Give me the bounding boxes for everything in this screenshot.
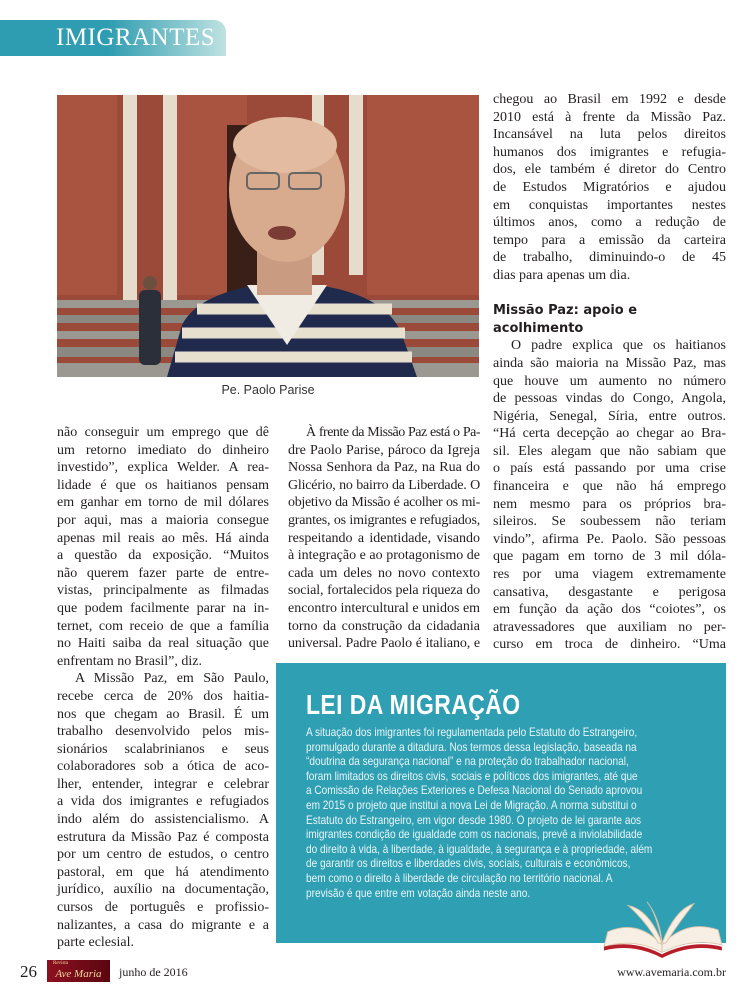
sidebar-line: A situação dos imigrantes foi regulamentada pelo Estatuto do Estrangeiro, (306, 725, 638, 739)
text-line: atravessadores que auxiliam no per- (493, 619, 726, 635)
website-link[interactable]: www.avemaria.com.br (617, 965, 726, 979)
text-line: em função da ação dos “coiotes”, os (493, 602, 726, 618)
text-line: A Missão Paz, em São Paulo, (75, 671, 269, 687)
text-line: objetivo da Missão é acolher os mi- (288, 495, 480, 511)
paragraph (57, 424, 269, 670)
text-line: à integração e ao protagonismo de (288, 548, 480, 564)
sidebar-line: imigrantes condição de igualdade com os nacionais, prevê a inviolabilidade (306, 827, 643, 842)
text-line: À frente da Missão Paz está o Pa- (306, 425, 480, 440)
article-column-2 (288, 424, 480, 653)
sidebar-line: previsão é que entre em votação ainda neste ano. (306, 885, 531, 900)
sidebar-line: foram limitados os direitos civis, sociais e políticos dos imigrantes, até que (306, 768, 638, 783)
text-line: apenas mil reais ao mês. Há ainda (57, 530, 269, 546)
text-line: a questão da exposição. “Muitos (57, 548, 269, 564)
text-line: investido”, explica Welder. A rea- (57, 460, 269, 476)
paragraph (288, 424, 480, 653)
text-line: que podem facilmente parar na in- (57, 600, 269, 616)
sidebar-line: de garantir os direitos e liberdades civis, sociais, culturais e econômicos, (306, 856, 631, 871)
text-line: a vida dos imigrantes e refugiados (57, 794, 269, 810)
subheading (493, 302, 726, 337)
text-line: não querem fazer parte de entre- (57, 565, 269, 581)
text-line: por um centro de estudos, o centro (57, 847, 269, 863)
text-line: respeitando a identidade, visando (288, 530, 480, 546)
text-line: nem mesmo para os próprios bra- (493, 496, 726, 512)
text-line: sileiros. Se soubessem não teriam (493, 514, 726, 530)
sidebar-line: “doutrina da segurança nacional” e na proteção do trabalhador nacional, (306, 754, 629, 769)
text-line: um retorno imediato do dinheiro (57, 442, 269, 458)
text-line: de Estudos Migratórios e ajudou (493, 179, 726, 195)
text-line: últimos anos, como a redução de (493, 215, 726, 231)
text-line: não conseguir um emprego que dê (57, 425, 269, 440)
text-line: o país está passando por uma crise (493, 461, 726, 477)
text-line: em ganhar em torno de mil dólares (57, 495, 269, 511)
text-line: pastoral, em que há atendimento (57, 864, 269, 880)
text-line: universal. Padre Paolo é italiano, e (288, 636, 480, 652)
text-line: dos, ele também é diretor do Centro (493, 162, 726, 178)
text-line: Nigéria, Senegal, Síria, entre outros. (493, 408, 726, 424)
text-line: por aqui, mas a maioria consegue (57, 512, 269, 528)
text-line: jurídico, auxílio na documentação, (57, 882, 269, 898)
sidebar-title: LEI DA MIGRAÇÃO (306, 689, 521, 720)
text-line: sionários scalabrinianos e seus (57, 741, 269, 757)
text-line: ainda são maioria na Missão Paz, mas (493, 355, 726, 371)
text-line: Nossa Senhora da Paz, na Rua do (288, 460, 480, 476)
text-line: no Haiti saiba da real situação que (57, 636, 269, 652)
text-line: chegou ao Brasil em 1992 e desde (493, 92, 726, 107)
logo-small-text: Revista (53, 961, 68, 966)
text-line: encontro intercultural e unidos em (288, 600, 481, 616)
text-line: torno da construção da cidadania (288, 618, 480, 634)
sidebar-line: do direito à vida, à liberdade, à igualdade, à segurança e à propriedade, além (306, 841, 653, 856)
text-line: recebe cerca de 20% dos haitia- (57, 688, 269, 704)
text-line: enfrentam no Brasil”, diz. (57, 653, 203, 669)
text-line: em conquistas importantes nestes (493, 197, 726, 213)
sidebar-line: em 2015 o projeto que institui a nova Lei de Migração. A norma substitui o (306, 797, 637, 812)
text-line: vistas, principalmente as filmadas (57, 583, 269, 599)
photo-caption: Pe. Paolo Parise (221, 383, 315, 397)
text-line: grantes, os imigrantes e refugiados, (288, 512, 480, 528)
text-line: cursos de português e profissio- (57, 900, 269, 916)
section-header (0, 20, 226, 56)
subheading-line: acolhimento (493, 320, 584, 336)
text-line: de trabalho, diminuindo-o de 45 (493, 250, 726, 266)
subheading-line: Missão Paz: apoio e (493, 303, 638, 319)
text-line: ternet, com receio de que a família (57, 618, 269, 634)
article-column-3 (493, 91, 726, 654)
sidebar-line: Estatuto do Estrangeiro, em vigor desde 1980. O projeto de lei garante aos (306, 812, 642, 827)
article-photo (57, 95, 479, 377)
text-line: colaboradores sob a ótica de aco- (57, 759, 269, 775)
paragraph (57, 670, 269, 952)
text-line: trabalho desenvolvido pelos mis- (57, 724, 269, 740)
text-line: vindo”, afirma Pe. Paolo. São pessoas (493, 531, 726, 547)
sidebar-line: bem como o direito à liberdade de circulação no território nacional. A (306, 870, 613, 885)
page-footer (0, 960, 754, 984)
text-line: “Há certa decepção ao chegar ao Bra- (493, 426, 726, 442)
text-line: res por uma viagem extremamente (493, 567, 726, 583)
text-line: social, fortalecidos pela riqueza do (288, 583, 480, 599)
sidebar-line: promulgado durante a ditadura. Nos termos dessa legislação, baseada na (306, 739, 637, 754)
text-line: dias para apenas um dia. (493, 267, 631, 283)
paragraph (493, 337, 726, 654)
magazine-logo (47, 960, 110, 982)
text-line: dre Paolo Parise, pároco da Igreja (288, 442, 480, 458)
article-column-1 (57, 424, 269, 952)
text-line: financeira e que não há emprego (493, 479, 726, 495)
text-line: curso em troca de dinheiro. “Uma (493, 637, 726, 653)
text-line: lher, entender, integrar e celebrar (57, 776, 269, 792)
page-number: 26 (20, 962, 37, 981)
text-line: indo além do assistencialismo. A (57, 812, 269, 828)
text-line: O padre explica que os haitianos (511, 338, 726, 354)
text-line: nalizantes, a casa do migrante e a (57, 917, 269, 933)
issue-date: junho de 2016 (119, 965, 188, 979)
text-line: que houve um aumento no número (493, 373, 726, 389)
logo-text: Ave Maria (55, 968, 102, 980)
text-line: nos que chegam ao Brasil. É um (57, 706, 269, 722)
text-line: de pessoas vindas do Congo, Angola, (493, 391, 726, 407)
text-line: Glicério, no bairro da Liberdade. O (288, 477, 480, 493)
section-title: IMIGRANTES (56, 24, 216, 51)
text-line: lidade é que os haitianos pensam (57, 477, 269, 493)
paragraph (493, 91, 726, 285)
text-line: tempo para a emissão da carteira (493, 232, 726, 248)
text-line: 2010 está à frente da Missão Paz. (493, 109, 726, 125)
text-line: estrutura da Missão Paz é composta (57, 829, 269, 845)
text-line: cansativa, desgastante e perigosa (493, 584, 726, 600)
text-line: humanos dos imigrantes e refugia- (493, 144, 726, 160)
text-line: que pagam em torno de 3 mil dóla- (493, 549, 726, 565)
text-line: sil. Eles alegam que não sabiam que (493, 443, 726, 459)
text-line: Incansável na luta pelos direitos (493, 127, 726, 143)
sidebar-line: a Comissão de Relações Exteriores e Defesa Nacional do Senado aprovou (306, 783, 643, 798)
text-line: cada um deles no novo contexto (288, 565, 480, 581)
text-line: parte eclesial. (57, 935, 134, 951)
open-book-illustration (596, 900, 728, 958)
sidebar-body (306, 725, 676, 900)
